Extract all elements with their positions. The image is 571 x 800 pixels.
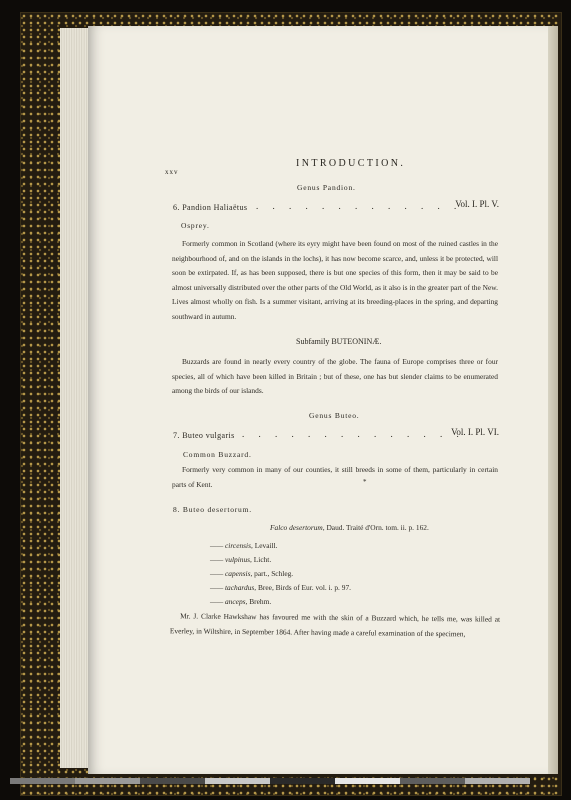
- subfamily-heading: Subfamily BUTEONINÆ.: [296, 337, 382, 346]
- osprey-name: Osprey.: [181, 221, 210, 230]
- buzzards-paragraph: Buzzards are found in nearly every country of the globe. The fauna of Europe comprises three or four species, all of which have been killed in Britain ; but of these, one has but slender claims to be enumerated among the birds of our islands.: [172, 357, 498, 396]
- page-number: xxv: [165, 168, 179, 176]
- genus-buteo-heading: Genus Buteo.: [309, 411, 360, 420]
- synonym-name: —— vulpinus,: [210, 555, 252, 564]
- species-6-leader: . . . . . . . . . . . . .: [256, 201, 463, 211]
- synonym-reference: Levaill.: [254, 541, 278, 550]
- right-page-edge: [548, 26, 558, 774]
- synonym-row: [210, 541, 277, 550]
- calibration-swatch: [270, 778, 335, 784]
- synonym-row: [210, 597, 271, 606]
- synonym-reference: part., Schleg.: [254, 569, 294, 578]
- species-7-reference: Vol. I. Pl. VI.: [451, 427, 499, 437]
- page-edges: [60, 28, 91, 768]
- synonym-reference: Daud. Traité d'Orn. tom. ii. p. 162.: [326, 523, 429, 532]
- synonym-name: —— circensis,: [210, 541, 253, 550]
- synonym-reference: Licht.: [253, 555, 272, 564]
- synonym-row: [210, 583, 351, 592]
- calibration-swatch: [400, 778, 465, 784]
- page-title: INTRODUCTION.: [296, 158, 406, 169]
- common-buzzard-name: Common Buzzard.: [183, 450, 252, 459]
- species-6-name: 6. Pandion Haliaëtus: [173, 203, 248, 212]
- synonym-row: [270, 523, 429, 532]
- species-8-name: 8. Buteo desertorum.: [173, 505, 252, 514]
- calibration-swatch: [205, 778, 270, 784]
- osprey-paragraph: Formerly common in Scotland (where its eyry might have been found on most of the ruined castles in the neighbourhood of, and on the islands in the lochs), it has now become scarce, and, unless it be protected, will soon be extirpated. If, as has been supposed, there is but one species of this form, then it may be said to be almost universally distributed over the other parts of the Old World, as it also is in the greater part of the New. Lives almost wholly on fish. Is a summer visitant, arriving at its breeding-places in the spring, and departing southward in autumn.: [172, 239, 498, 321]
- synonym-row: [210, 569, 293, 578]
- common-buzzard-paragraph: Formerly very common in many of our counties, it still breeds in some of them, particularly in certain parts of Kent.: [172, 465, 498, 489]
- footnote-asterisk: *: [363, 478, 367, 486]
- genus-pandion-heading: Genus Pandion.: [297, 183, 356, 192]
- calibration-swatch: [465, 778, 530, 784]
- synonym-name: —— capensis,: [210, 569, 253, 578]
- book-page: [88, 26, 550, 774]
- calibration-swatch: [140, 778, 205, 784]
- hawkshaw-paragraph: Mr. J. Clarke Hawkshaw has favoured me with the skin of a Buzzard which, he tells me, was killed at Everley, in Wiltshire, in September 1864. After having made a careful examination of the specimen,: [169, 611, 501, 638]
- synonym-name: —— anceps,: [210, 597, 248, 606]
- synonym-row: [210, 555, 271, 564]
- synonym-reference: Brehm.: [249, 597, 272, 606]
- species-6-reference: Vol. I. Pl. V.: [455, 199, 499, 209]
- color-calibration-bar: [10, 778, 530, 788]
- synonym-name: Falco desertorum,: [270, 523, 325, 532]
- synonym-name: —— tachardus,: [210, 583, 257, 592]
- calibration-swatch: [335, 778, 400, 784]
- calibration-swatch: [10, 778, 75, 784]
- calibration-swatch: [75, 778, 140, 784]
- species-7-leader: . . . . . . . . . . . . . .: [242, 429, 465, 439]
- synonym-reference: Bree, Birds of Eur. vol. i. p. 97.: [258, 583, 351, 592]
- species-7-name: 7. Buteo vulgaris: [173, 431, 235, 440]
